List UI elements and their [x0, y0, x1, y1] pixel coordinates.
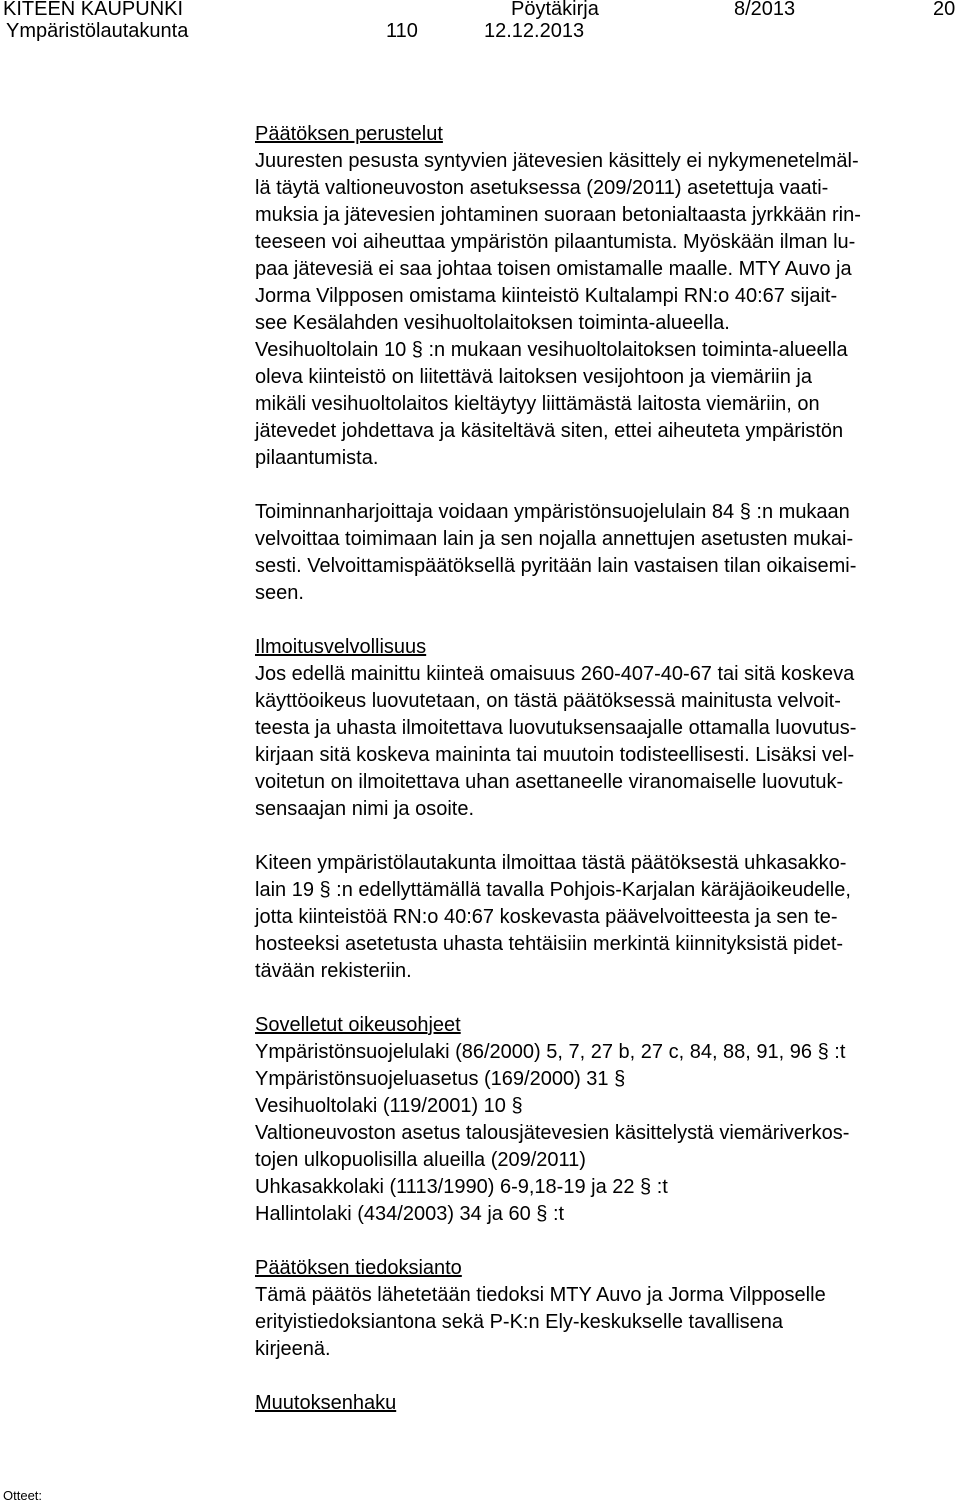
text-line: voitetun on ilmoitettava uhan asettaneelle viranomaiselle luovutuk-: [255, 771, 844, 793]
text-line: Jorma Vilpposen omistama kiinteistö Kultalampi RN:o 40:67 sijait-: [255, 285, 838, 307]
meeting-date: 12.12.2013: [484, 20, 585, 42]
text-line: Valtioneuvoston asetus talousjätevesien käsittelystä viemäriverkos-: [255, 1122, 850, 1144]
paragraph: [255, 1282, 955, 1363]
paragraph-gap: [255, 472, 955, 499]
document-body: [255, 121, 955, 1417]
text-line: mikäli vesihuoltolaitos kieltäytyy liittämästä laitosta viemäriin, on: [255, 393, 820, 415]
text-line: sensaajan nimi ja osoite.: [255, 798, 475, 820]
text-line: Ympäristönsuojeluasetus (169/2000) 31 §: [255, 1068, 626, 1090]
text-line: paa jätevesiä ei saa johtaa toisen omistamalle maalle. MTY Auvo ja: [255, 258, 852, 280]
text-line: tojen ulkopuolisilla alueilla (209/2011): [255, 1149, 586, 1171]
section-gap: [255, 1363, 955, 1390]
text-line: Hallintolaki (434/2003) 34 ja 60 § :t: [255, 1203, 565, 1225]
text-line: sesti. Velvoittamispäätöksellä pyritään lain vastaisen tilan oikaisemi-: [255, 555, 857, 577]
footer-label: Otteet:: [3, 1488, 43, 1503]
paragraph: [255, 661, 955, 823]
paragraph: [255, 850, 955, 985]
text-line: kirjeenä.: [255, 1338, 331, 1360]
text-line: jotta kiinteistöä RN:o 40:67 koskevasta päävelvoitteesta ja sen te-: [255, 906, 838, 928]
text-line: Vesihuoltolain 10 § :n mukaan vesihuoltolaitoksen toiminta-alueella: [255, 339, 848, 361]
text-line: Juuresten pesusta syntyvien jätevesien käsittely ei nykymenetelmäl-: [255, 150, 859, 172]
text-line: see Kesälahden vesihuoltolaitoksen toiminta-alueella.: [255, 312, 730, 334]
section-heading: Päätöksen perustelut: [255, 123, 443, 145]
doc-number: 8/2013: [734, 0, 796, 20]
text-line: lä täytä valtioneuvoston asetuksessa (209/2011) asetettuja vaati-: [255, 177, 829, 199]
text-line: Uhkasakkolaki (1113/1990) 6-9,18-19 ja 22 § :t: [255, 1176, 668, 1198]
paragraph: [255, 1039, 955, 1228]
text-line: erityistiedoksiantona sekä P-K:n Ely-keskukselle tavallisena: [255, 1311, 784, 1333]
text-line: Tämä päätös lähetetään tiedoksi MTY Auvo ja Jorma Vilpposelle: [255, 1284, 826, 1306]
text-line: velvoittaa toimimaan lain ja sen nojalla annettujen asetusten mukai-: [255, 528, 854, 550]
text-line: kirjaan sitä koskeva maininta tai muutoin todisteellisesti. Lisäksi vel-: [255, 744, 855, 766]
section-gap: [255, 1228, 955, 1255]
text-line: muksia ja jätevesien johtaminen suoraan betonialtaasta jyrkkään rin-: [255, 204, 861, 226]
text-line: Vesihuoltolaki (119/2001) 10 §: [255, 1095, 523, 1117]
org-name: KITEEN KAUPUNKI: [3, 0, 184, 20]
text-line: Jos edellä mainittu kiinteä omaisuus 260-407-40-67 tai sitä koskeva: [255, 663, 855, 685]
section-heading: Muutoksenhaku: [255, 1392, 397, 1414]
doc-type: Pöytäkirja: [511, 0, 599, 20]
text-line: hosteeksi asetetusta uhasta tehtäisiin merkintä kiinnityksistä pidet-: [255, 933, 844, 955]
section-heading: Päätöksen tiedoksianto: [255, 1257, 462, 1279]
text-line: Ympäristönsuojelulaki (86/2000) 5, 7, 27 b, 27 c, 84, 88, 91, 96 § :t: [255, 1041, 846, 1063]
paragraph: [255, 148, 955, 472]
page-number: 20: [933, 0, 956, 20]
text-line: käyttöoikeus luovutetaan, on tästä päätöksessä mainitusta velvoit-: [255, 690, 841, 712]
text-line: pilaantumista.: [255, 447, 379, 469]
section-heading: Sovelletut oikeusohjeet: [255, 1014, 461, 1036]
text-line: Kiteen ympäristölautakunta ilmoittaa tästä päätöksestä uhkasakko-: [255, 852, 847, 874]
section-gap: [255, 607, 955, 634]
section-number: 110: [386, 20, 418, 42]
text-line: teeseen voi aiheuttaa ympäristön pilaantumista. Myöskään ilman lu-: [255, 231, 856, 253]
text-line: seen.: [255, 582, 304, 604]
text-line: oleva kiinteistö on liitettävä laitoksen vesijohtoon ja viemäriin ja: [255, 366, 812, 388]
text-line: lain 19 § :n edellyttämällä tavalla Pohjois-Karjalan käräjäoikeudelle,: [255, 879, 851, 901]
text-line: teesta ja uhasta ilmoitettava luovutuksensaajalle ottamalla luovutus-: [255, 717, 857, 739]
paragraph: [255, 499, 955, 607]
paragraph-gap: [255, 823, 955, 850]
committee-name: Ympäristölautakunta: [6, 20, 189, 42]
text-line: tävään rekisteriin.: [255, 960, 412, 982]
section-gap: [255, 985, 955, 1012]
text-line: Toiminnanharjoittaja voidaan ympäristönsuojelulain 84 § :n mukaan: [255, 501, 850, 523]
text-line: jätevedet johdettava ja käsiteltävä siten, ettei aiheuteta ympäristön: [255, 420, 844, 442]
section-heading: Ilmoitusvelvollisuus: [255, 636, 427, 658]
